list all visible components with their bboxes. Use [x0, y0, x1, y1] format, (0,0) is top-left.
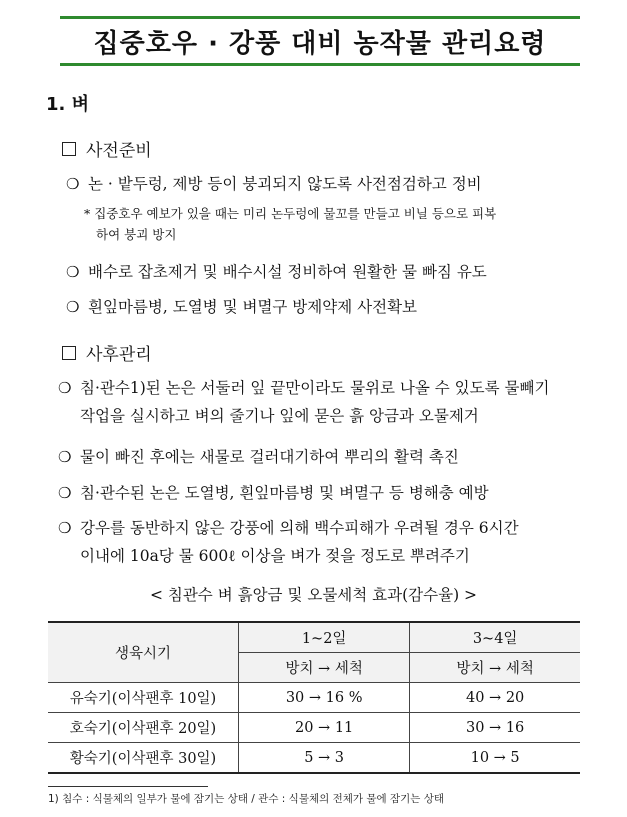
- list-item: [66, 258, 487, 286]
- table-header-cell: 3~4일: [410, 622, 580, 653]
- footnote-divider: [48, 786, 208, 787]
- table-header-cell: 방치 → 세척: [410, 653, 580, 683]
- table-cell: 30 → 16: [410, 713, 580, 743]
- table-header-cell: 1~2일: [239, 622, 410, 653]
- list-item-text: 논 · 밭두렁, 제방 등이 붕괴되지 않도록 사전점검하고 정비: [88, 175, 482, 193]
- circle-bullet-icon: ❍: [66, 175, 80, 193]
- table-cell: 5 → 3: [239, 743, 410, 774]
- circle-bullet-icon: ❍: [58, 448, 72, 466]
- list-item: [58, 514, 519, 570]
- circle-bullet-icon: ❍: [58, 519, 72, 537]
- table-cell: 황숙기(이삭팬후 30일): [48, 743, 239, 774]
- list-item: [66, 293, 417, 321]
- table-header-cell: 생육시기: [48, 622, 239, 683]
- title-banner: [60, 16, 580, 66]
- note-line: 하여 붕괴 방지: [96, 227, 177, 242]
- data-table: [48, 621, 580, 774]
- table-row: [48, 743, 580, 774]
- list-item-text: 흰잎마름병, 도열병 및 벼멸구 방제약제 사전확보: [88, 298, 418, 316]
- list-item-text: 이내에 10a당 물 600ℓ 이상을 벼가 젖을 정도로 뿌려주기: [80, 547, 470, 565]
- subsection-pre-title: 사전준비: [86, 141, 152, 161]
- list-item-text: 강우를 동반하지 않은 강풍에 의해 백수피해가 우려될 경우 6시간: [80, 519, 519, 537]
- table-cell: 유숙기(이삭팬후 10일): [48, 683, 239, 713]
- table-caption: < 침관수 벼 흙앙금 및 오물세척 효과(감수율) >: [149, 586, 478, 604]
- list-item-text: 침·관수1)된 논은 서둘러 잎 끝만이라도 물위로 나올 수 있도록 물빼기: [80, 379, 550, 397]
- page-title: 집중호우 · 강풍 대비 농작물 관리요령: [93, 28, 547, 59]
- table-cell: 호숙기(이삭팬후 20일): [48, 713, 239, 743]
- table-cell: 10 → 5: [410, 743, 580, 774]
- square-bullet-icon: [62, 142, 76, 156]
- circle-bullet-icon: ❍: [66, 298, 80, 316]
- list-item: [58, 374, 549, 430]
- table-header-row: [48, 622, 580, 653]
- section-heading: 1. 벼: [46, 94, 90, 115]
- subsection-post-title: 사후관리: [86, 345, 152, 365]
- note-line: * 집중호우 예보가 있을 때는 미리 논두렁에 물꼬를 만들고 비닐 등으로 피복: [84, 206, 497, 221]
- list-item: [66, 170, 482, 198]
- note: [84, 203, 496, 245]
- list-item: [58, 443, 459, 471]
- table-row: [48, 713, 580, 743]
- subsection-pre: [62, 136, 152, 161]
- circle-bullet-icon: ❍: [58, 379, 72, 397]
- square-bullet-icon: [62, 346, 76, 360]
- list-item-text: 물이 빠진 후에는 새물로 걸러대기하여 뿌리의 활력 촉진: [80, 448, 459, 466]
- list-item: [58, 479, 489, 507]
- list-item-text: 작업을 실시하고 벼의 줄기나 잎에 묻은 흙 앙금과 오물제거: [80, 407, 479, 425]
- footnote: 1) 침수 : 식물체의 일부가 물에 잠기는 상태 / 관수 : 식물체의 전체가 물에 잠기는 상태: [48, 793, 445, 805]
- table-cell: 40 → 20: [410, 683, 580, 713]
- subsection-post: [62, 340, 152, 365]
- table-cell: 30 → 16 %: [239, 683, 410, 713]
- circle-bullet-icon: ❍: [58, 484, 72, 502]
- table-cell: 20 → 11: [239, 713, 410, 743]
- table-row: [48, 683, 580, 713]
- list-item-text: 침·관수된 논은 도열병, 흰잎마름병 및 벼멸구 등 병해충 예방: [80, 484, 489, 502]
- list-item-text: 배수로 잡초제거 및 배수시설 정비하여 원활한 물 빠짐 유도: [88, 263, 487, 281]
- table-header-cell: 방치 → 세척: [239, 653, 410, 683]
- circle-bullet-icon: ❍: [66, 263, 80, 281]
